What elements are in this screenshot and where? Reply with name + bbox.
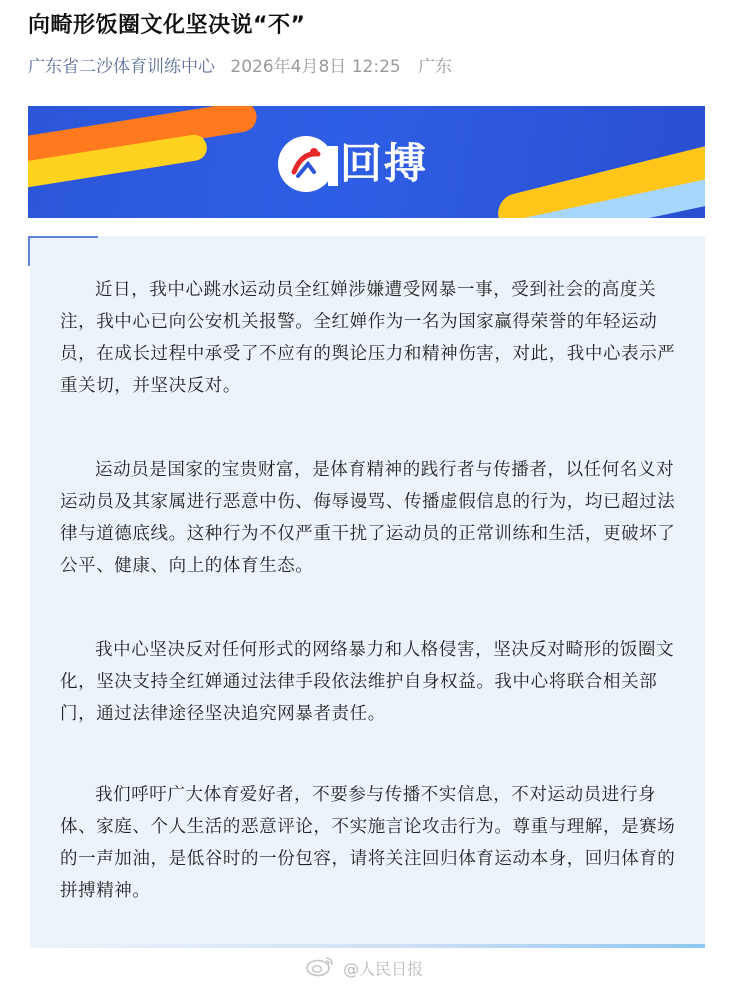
watermark-account: @人民日报	[343, 959, 424, 979]
statement-paragraph: 运动员是国家的宝贵财富，是体育精神的践行者与传播者，以任何名义对运动员及其家属进行恶意中伤、侮辱谩骂、传播虚假信息的行为，均已超过法律与道德底线。这种行为不仅严重干扰了运动员的正常训练和生活，更破坏了公平、健康、向上的体育生态。	[60, 460, 676, 576]
banner-logo-text: 回搏	[340, 139, 429, 188]
publish-datetime: 2026年4月8日 12:25	[230, 57, 401, 77]
statement-paragraph: 我中心坚决反对任何形式的网络暴力和人格侵害，坚决反对畸形的饭圈文化，坚决支持全红婵通过法律手段依法维护自身权益。我中心将联合相关部门，通过法律途径坚决追究网暴者责任。	[60, 640, 675, 724]
card-bottom-gradient-bar	[30, 944, 705, 948]
header-banner-image	[28, 106, 705, 218]
logo-divider	[328, 146, 338, 186]
athlete-logo-icon	[278, 136, 334, 192]
statement-paragraph: 我们呼吁广大体育爱好者，不要参与传播不实信息，不对运动员进行身体、家庭、个人生活的恶意评论，不实施言论攻击行为。尊重与理解，是赛场的一声加油，是低谷时的一份包容，请将关注回归体育运动本身，回归体育的拼搏精神。	[60, 785, 676, 901]
article-title: 向畸形饭圈文化坚决说“不”	[28, 13, 306, 38]
card-corner-decoration-vertical	[28, 236, 30, 266]
source-account-link[interactable]: 广东省二沙体育训练中心	[28, 57, 215, 77]
card-corner-decoration	[28, 236, 98, 238]
article-meta	[28, 52, 452, 77]
statement-paragraph: 近日，我中心跳水运动员全红婵涉嫌遭受网暴一事，受到社会的高度关注，我中心已向公安机关报警。全红婵作为一名为国家赢得荣誉的年轻运动员，在成长过程中承受了不应有的舆论压力和精神伤害，对此，我中心表示严重关切，并坚决反对。	[60, 280, 676, 396]
weibo-watermark	[306, 955, 423, 981]
publish-location: 广东	[418, 57, 453, 77]
weibo-icon	[306, 955, 334, 981]
